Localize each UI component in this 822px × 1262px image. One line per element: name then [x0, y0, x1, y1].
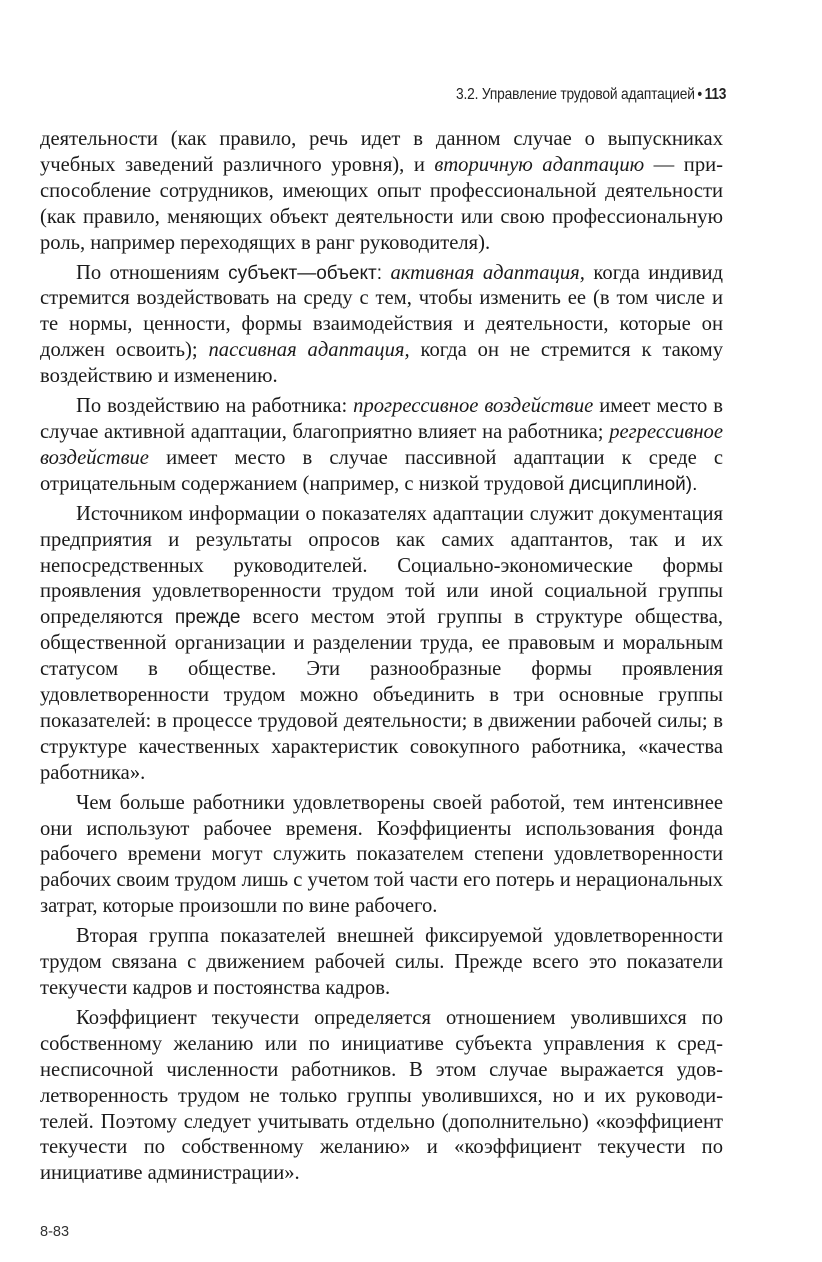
running-header-bullet: • [697, 86, 702, 103]
paragraph-7: Коэффициент текучести определяется отношением уволившихся по собственному желанию или по инициативе субъекта управления к среднесписочной численности работников. В этом случае выражается удовлетворенность трудом не только группы уволившихся, но и их руководителей. Поэтому следует учитывать отдельно (дополнительно) «коэффициент текучести по собственному желанию» и «коэффициент текучести по инициативе администрации». [40, 1006, 723, 1185]
paragraph-2-text-g: когда он не стремится к такому воздействию и изменению. [40, 339, 723, 388]
term-active-adaptation: активная адаптация, [390, 261, 585, 284]
term-secondary-adaptation: вторичную адаптацию [434, 153, 645, 176]
term-passive-adaptation: пассивная адаптация, [208, 339, 410, 362]
running-header-section: 3.2. Управление трудовой адаптацией [455, 86, 695, 103]
paragraph-3-text-c: имеет место в случае активной адаптации, благоприятно влияет на работника; [40, 395, 723, 443]
term-regressive-impact: регрессивное воздействие [40, 420, 723, 469]
paragraph-1 [40, 127, 723, 257]
paragraph-3-text-f: дисциплиной). [569, 473, 698, 495]
paragraph-3-text-a: По воздействию на работника: [76, 395, 354, 418]
paragraph-3-text-e: имеет место в случае пассивной адаптации к среде с отрицательным содержанием (например, с низкой трудовой [40, 446, 723, 495]
paragraph-1-text-a: деятельности (как правило, речь идет в данном случае о выпускниках учебных заведений различного уровня), и [40, 128, 723, 176]
paragraph-2 [40, 261, 723, 391]
printer-signature: 8-83 [40, 1224, 70, 1240]
paragraph-4-text-c: всего местом этой группы в структуре общества, общественной организации и разделении труда, ее правовым и моральным статусом в обществе. Эти разнообразные формы проявления удовлетворенности трудом можно объединить в три основные группы показателей: в процессе трудовой деятельности; в движении рабочей силы; в структуре качественных характеристик совокупного работника, «качества работника». [40, 606, 723, 784]
term-progressive-impact: прогрессивное воздействие [353, 395, 594, 418]
paragraph-4-text-a: Источником информации о показателях адаптации служит документация предприятия и результаты опросов как самих адаптантов, так и их непосредственных руководителей. Социально-экономические формы проявления удовлетворенности трудом той или иной социальной группы определяются [40, 502, 723, 629]
paragraph-3 [40, 394, 723, 498]
paragraph-6: Вторая группа показателей внешней фиксируемой удовлетворенности трудом связана с движением рабочей силы. Прежде всего это показатели текучести кадров и постоянства кадров. [40, 925, 723, 999]
body-text [40, 127, 723, 1191]
page-number: 113 [704, 86, 726, 103]
paragraph-2-text-e: когда индивид стремится воздействовать на среду с тем, чтобы изменить ее (в том числе и те нормы, ценности, формы взаимодействия и деятельности, которые он должен освоить); [40, 261, 724, 362]
term-subject-object: субъект—объект: [228, 262, 382, 284]
paragraph-4-text-b: прежде [174, 607, 241, 629]
paragraph-5: Чем больше работники удовлетворены своей работой, тем интенсивнее они используют рабочее временя. Коэффициенты использования фонда рабочего времени могут служить показателем степени удовлетворенности рабочих своим трудом лишь с учетом той части его потерь и нерациональных затрат, которые произошли по вине рабочего. [40, 791, 723, 918]
paragraph-1-text-c: — приспособление сотрудников, имеющих опыт профессиональной деятельности (как правило, меняющих объект деятельности или свою профессиональную роль, например переходящих в ранг руководителя). [40, 153, 723, 254]
running-header [456, 86, 726, 104]
paragraph-2-text-a: По отношениям [76, 261, 229, 284]
paragraph-2-text-c [382, 262, 391, 284]
paragraph-4 [40, 502, 723, 787]
